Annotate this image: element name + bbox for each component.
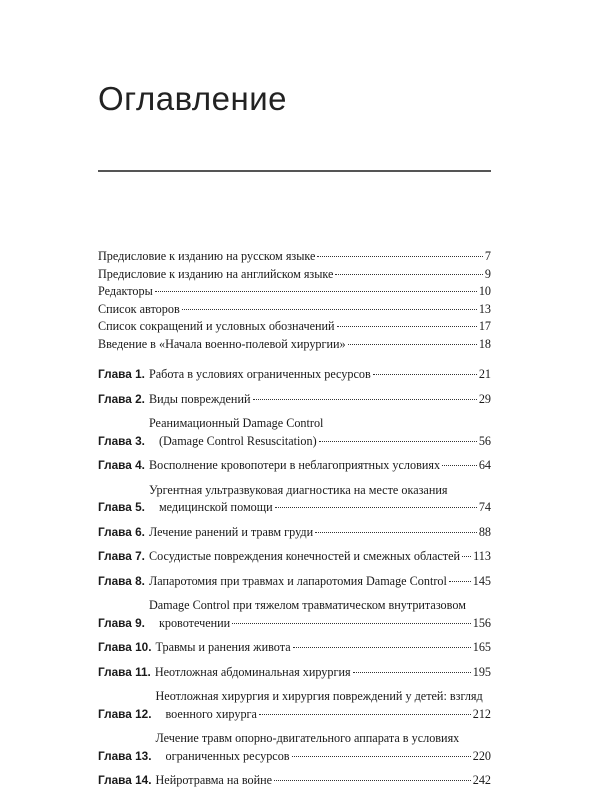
chapter-entry-body bbox=[156, 639, 492, 657]
toc-line bbox=[98, 318, 491, 336]
chapter-title: Неотложная хирургия и хирургия повреждений у детей: взгляд bbox=[155, 689, 483, 703]
chapter-title: Виды повреждений bbox=[148, 391, 251, 406]
chapter-entry[interactable] bbox=[98, 639, 491, 657]
chapter-title-line bbox=[149, 597, 491, 615]
page-number: 195 bbox=[472, 664, 491, 679]
chapter-number: Глава 7. bbox=[98, 549, 145, 563]
chapter-entry-body bbox=[155, 664, 491, 682]
chapter-title-line bbox=[149, 573, 491, 591]
chapter-title: Лапаротомия при травмах и лапаротомия Damage Control bbox=[148, 573, 447, 588]
toc-entry-title: Редакторы bbox=[98, 284, 153, 298]
chapter-entry[interactable] bbox=[98, 730, 491, 765]
dot-leader bbox=[319, 441, 477, 442]
toc-entry-title: Список сокращений и условных обозначений bbox=[98, 319, 335, 333]
toc-entry-title: Предисловие к изданию на английском языке bbox=[98, 266, 334, 281]
chapter-title: Реанимационный Damage Control bbox=[148, 416, 324, 430]
chapter-title-line bbox=[149, 524, 491, 542]
chapter-entry[interactable] bbox=[98, 688, 491, 723]
page-title: Оглавление bbox=[98, 80, 287, 117]
dot-leader bbox=[292, 756, 471, 757]
chapter-number: Глава 3. bbox=[98, 433, 145, 448]
chapter-number: Глава 5. bbox=[98, 500, 145, 514]
chapter-title-line bbox=[149, 615, 491, 633]
dot-leader bbox=[232, 623, 471, 624]
chapter-entry-body bbox=[149, 366, 491, 384]
chapter-number: Глава 8. bbox=[98, 573, 145, 588]
chapter-number: Глава 2. bbox=[98, 391, 145, 406]
chapter-entry[interactable] bbox=[98, 457, 491, 475]
chapter-title: Лечение травм опорно-двигательного аппарата в условиях bbox=[155, 731, 460, 745]
table-of-contents bbox=[98, 248, 491, 797]
chapter-title-line bbox=[156, 730, 492, 748]
chapter-number: Глава 9. bbox=[98, 615, 145, 630]
chapter-number: Глава 1. bbox=[98, 367, 145, 381]
chapter-title: (Damage Control Resuscitation) bbox=[158, 433, 317, 448]
page-number: 56 bbox=[478, 433, 491, 448]
chapter-title-line bbox=[156, 639, 492, 657]
page-number: 10 bbox=[478, 284, 491, 298]
page-number: 74 bbox=[478, 500, 491, 514]
chapter-entry[interactable] bbox=[98, 366, 491, 384]
chapter-title: Травмы и ранения живота bbox=[155, 640, 291, 654]
chapter-title: медицинской помощи bbox=[158, 500, 273, 514]
toc-entry[interactable] bbox=[98, 301, 491, 319]
page-number: 21 bbox=[478, 367, 491, 381]
toc-entry[interactable] bbox=[98, 283, 491, 301]
dot-leader bbox=[293, 647, 471, 648]
toc-line bbox=[98, 336, 491, 354]
toc-line bbox=[98, 266, 491, 284]
chapter-entry[interactable] bbox=[98, 391, 491, 409]
toc-entry[interactable] bbox=[98, 318, 491, 336]
chapter-entry-body bbox=[149, 415, 491, 450]
page-number: 145 bbox=[472, 573, 491, 588]
chapter-number: Глава 13. bbox=[98, 748, 152, 763]
chapter-entry-body bbox=[149, 548, 491, 566]
chapter-number: Глава 6. bbox=[98, 524, 145, 539]
dot-leader bbox=[353, 672, 471, 673]
toc-entry-body bbox=[98, 336, 491, 354]
page-number: 165 bbox=[472, 640, 491, 654]
dot-leader bbox=[253, 399, 477, 400]
dot-leader bbox=[315, 532, 477, 533]
chapter-title-line bbox=[149, 499, 491, 517]
toc-line bbox=[98, 248, 491, 266]
chapter-entry[interactable] bbox=[98, 664, 491, 682]
page-number: 242 bbox=[472, 773, 491, 787]
toc-entry[interactable] bbox=[98, 266, 491, 284]
chapter-entry-body bbox=[156, 688, 492, 723]
chapter-title: военного хирурга bbox=[165, 706, 257, 721]
chapter-title: Сосудистые повреждения конечностей и смежных областей bbox=[148, 549, 461, 563]
page-number: 18 bbox=[478, 336, 491, 351]
dot-leader bbox=[348, 344, 477, 345]
chapter-title: Работа в условиях ограниченных ресурсов bbox=[148, 367, 371, 381]
chapter-title-line bbox=[149, 457, 491, 475]
toc-entry[interactable] bbox=[98, 336, 491, 354]
chapter-entry-body bbox=[149, 573, 491, 591]
chapter-title-line bbox=[156, 688, 492, 706]
chapter-title-line bbox=[156, 772, 492, 790]
toc-entry-body bbox=[98, 283, 491, 301]
dot-leader bbox=[259, 714, 471, 715]
dot-leader bbox=[373, 374, 477, 375]
toc-entry-body bbox=[98, 318, 491, 336]
page-number: 113 bbox=[473, 549, 491, 563]
chapter-entry-body bbox=[149, 391, 491, 409]
page-number: 17 bbox=[478, 319, 491, 333]
chapter-title-line bbox=[156, 706, 492, 724]
chapter-title-line bbox=[156, 748, 492, 766]
chapter-entry-body bbox=[149, 482, 491, 517]
chapter-title: Нейротравма на войне bbox=[155, 773, 273, 787]
chapter-number: Глава 14. bbox=[98, 773, 152, 787]
page-number: 7 bbox=[484, 249, 491, 263]
dot-leader bbox=[317, 256, 482, 257]
dot-leader bbox=[462, 556, 471, 557]
toc-line bbox=[98, 301, 491, 319]
dot-leader bbox=[182, 309, 477, 310]
chapter-entry[interactable] bbox=[98, 573, 491, 591]
chapter-entry-body bbox=[149, 457, 491, 475]
page-number: 29 bbox=[478, 391, 491, 406]
chapter-title-line bbox=[149, 366, 491, 384]
page-number: 64 bbox=[478, 458, 491, 472]
toc-line bbox=[98, 283, 491, 301]
chapter-title-line bbox=[155, 664, 491, 682]
title-divider bbox=[98, 170, 491, 172]
chapter-number: Глава 11. bbox=[98, 664, 151, 679]
toc-entry-title: Предисловие к изданию на русском языке bbox=[98, 249, 316, 263]
chapter-entry-body bbox=[149, 524, 491, 542]
chapter-title: Ургентная ультразвуковая диагностика на месте оказания bbox=[148, 482, 448, 497]
chapter-number: Глава 10. bbox=[98, 640, 152, 654]
chapter-title-line bbox=[149, 548, 491, 566]
chapter-entry[interactable] bbox=[98, 482, 491, 517]
dot-leader bbox=[442, 465, 477, 466]
dot-leader bbox=[337, 326, 477, 327]
dot-leader bbox=[335, 274, 482, 275]
dot-leader bbox=[275, 507, 477, 508]
toc-entry-title: Введение в «Начала военно-полевой хирургии» bbox=[98, 336, 346, 351]
chapter-title-line bbox=[149, 433, 491, 451]
page-number: 220 bbox=[472, 748, 491, 763]
dot-leader bbox=[274, 780, 471, 781]
dot-leader bbox=[449, 581, 471, 582]
chapter-entry[interactable] bbox=[98, 524, 491, 542]
chapter-title: Damage Control при тяжелом травматическом внутритазовом bbox=[148, 598, 466, 612]
toc-entry-title: Список авторов bbox=[98, 301, 180, 316]
toc-entry-body bbox=[98, 266, 491, 284]
page-number: 13 bbox=[478, 301, 491, 316]
chapter-number: Глава 4. bbox=[98, 458, 145, 472]
chapter-entry[interactable] bbox=[98, 597, 491, 632]
toc-entry-body bbox=[98, 248, 491, 266]
chapter-title: Восполнение кровопотери в неблагоприятных условиях bbox=[148, 458, 441, 472]
chapter-title: кровотечении bbox=[158, 615, 231, 630]
chapter-entry[interactable] bbox=[98, 772, 491, 790]
chapter-title-line bbox=[149, 482, 491, 500]
chapter-entry[interactable] bbox=[98, 415, 491, 450]
toc-entry[interactable] bbox=[98, 248, 491, 266]
front-matter-list bbox=[98, 248, 491, 353]
page-number: 9 bbox=[484, 266, 491, 281]
chapter-entry[interactable] bbox=[98, 548, 491, 566]
chapter-number: Глава 12. bbox=[98, 706, 152, 721]
chapter-entry-body bbox=[156, 730, 492, 765]
chapter-entry-body bbox=[149, 597, 491, 632]
chapter-title: ограниченных ресурсов bbox=[165, 748, 290, 763]
chapter-title-line bbox=[149, 415, 491, 433]
page-number: 212 bbox=[472, 706, 491, 721]
chapter-entry-body bbox=[156, 772, 492, 790]
chapter-list bbox=[98, 366, 491, 790]
dot-leader bbox=[155, 291, 477, 292]
chapter-title: Неотложная абдоминальная хирургия bbox=[154, 664, 351, 679]
page-number: 88 bbox=[478, 524, 491, 539]
page-number: 156 bbox=[472, 615, 491, 630]
chapter-title-line bbox=[149, 391, 491, 409]
chapter-title: Лечение ранений и травм груди bbox=[148, 524, 314, 539]
toc-entry-body bbox=[98, 301, 491, 319]
